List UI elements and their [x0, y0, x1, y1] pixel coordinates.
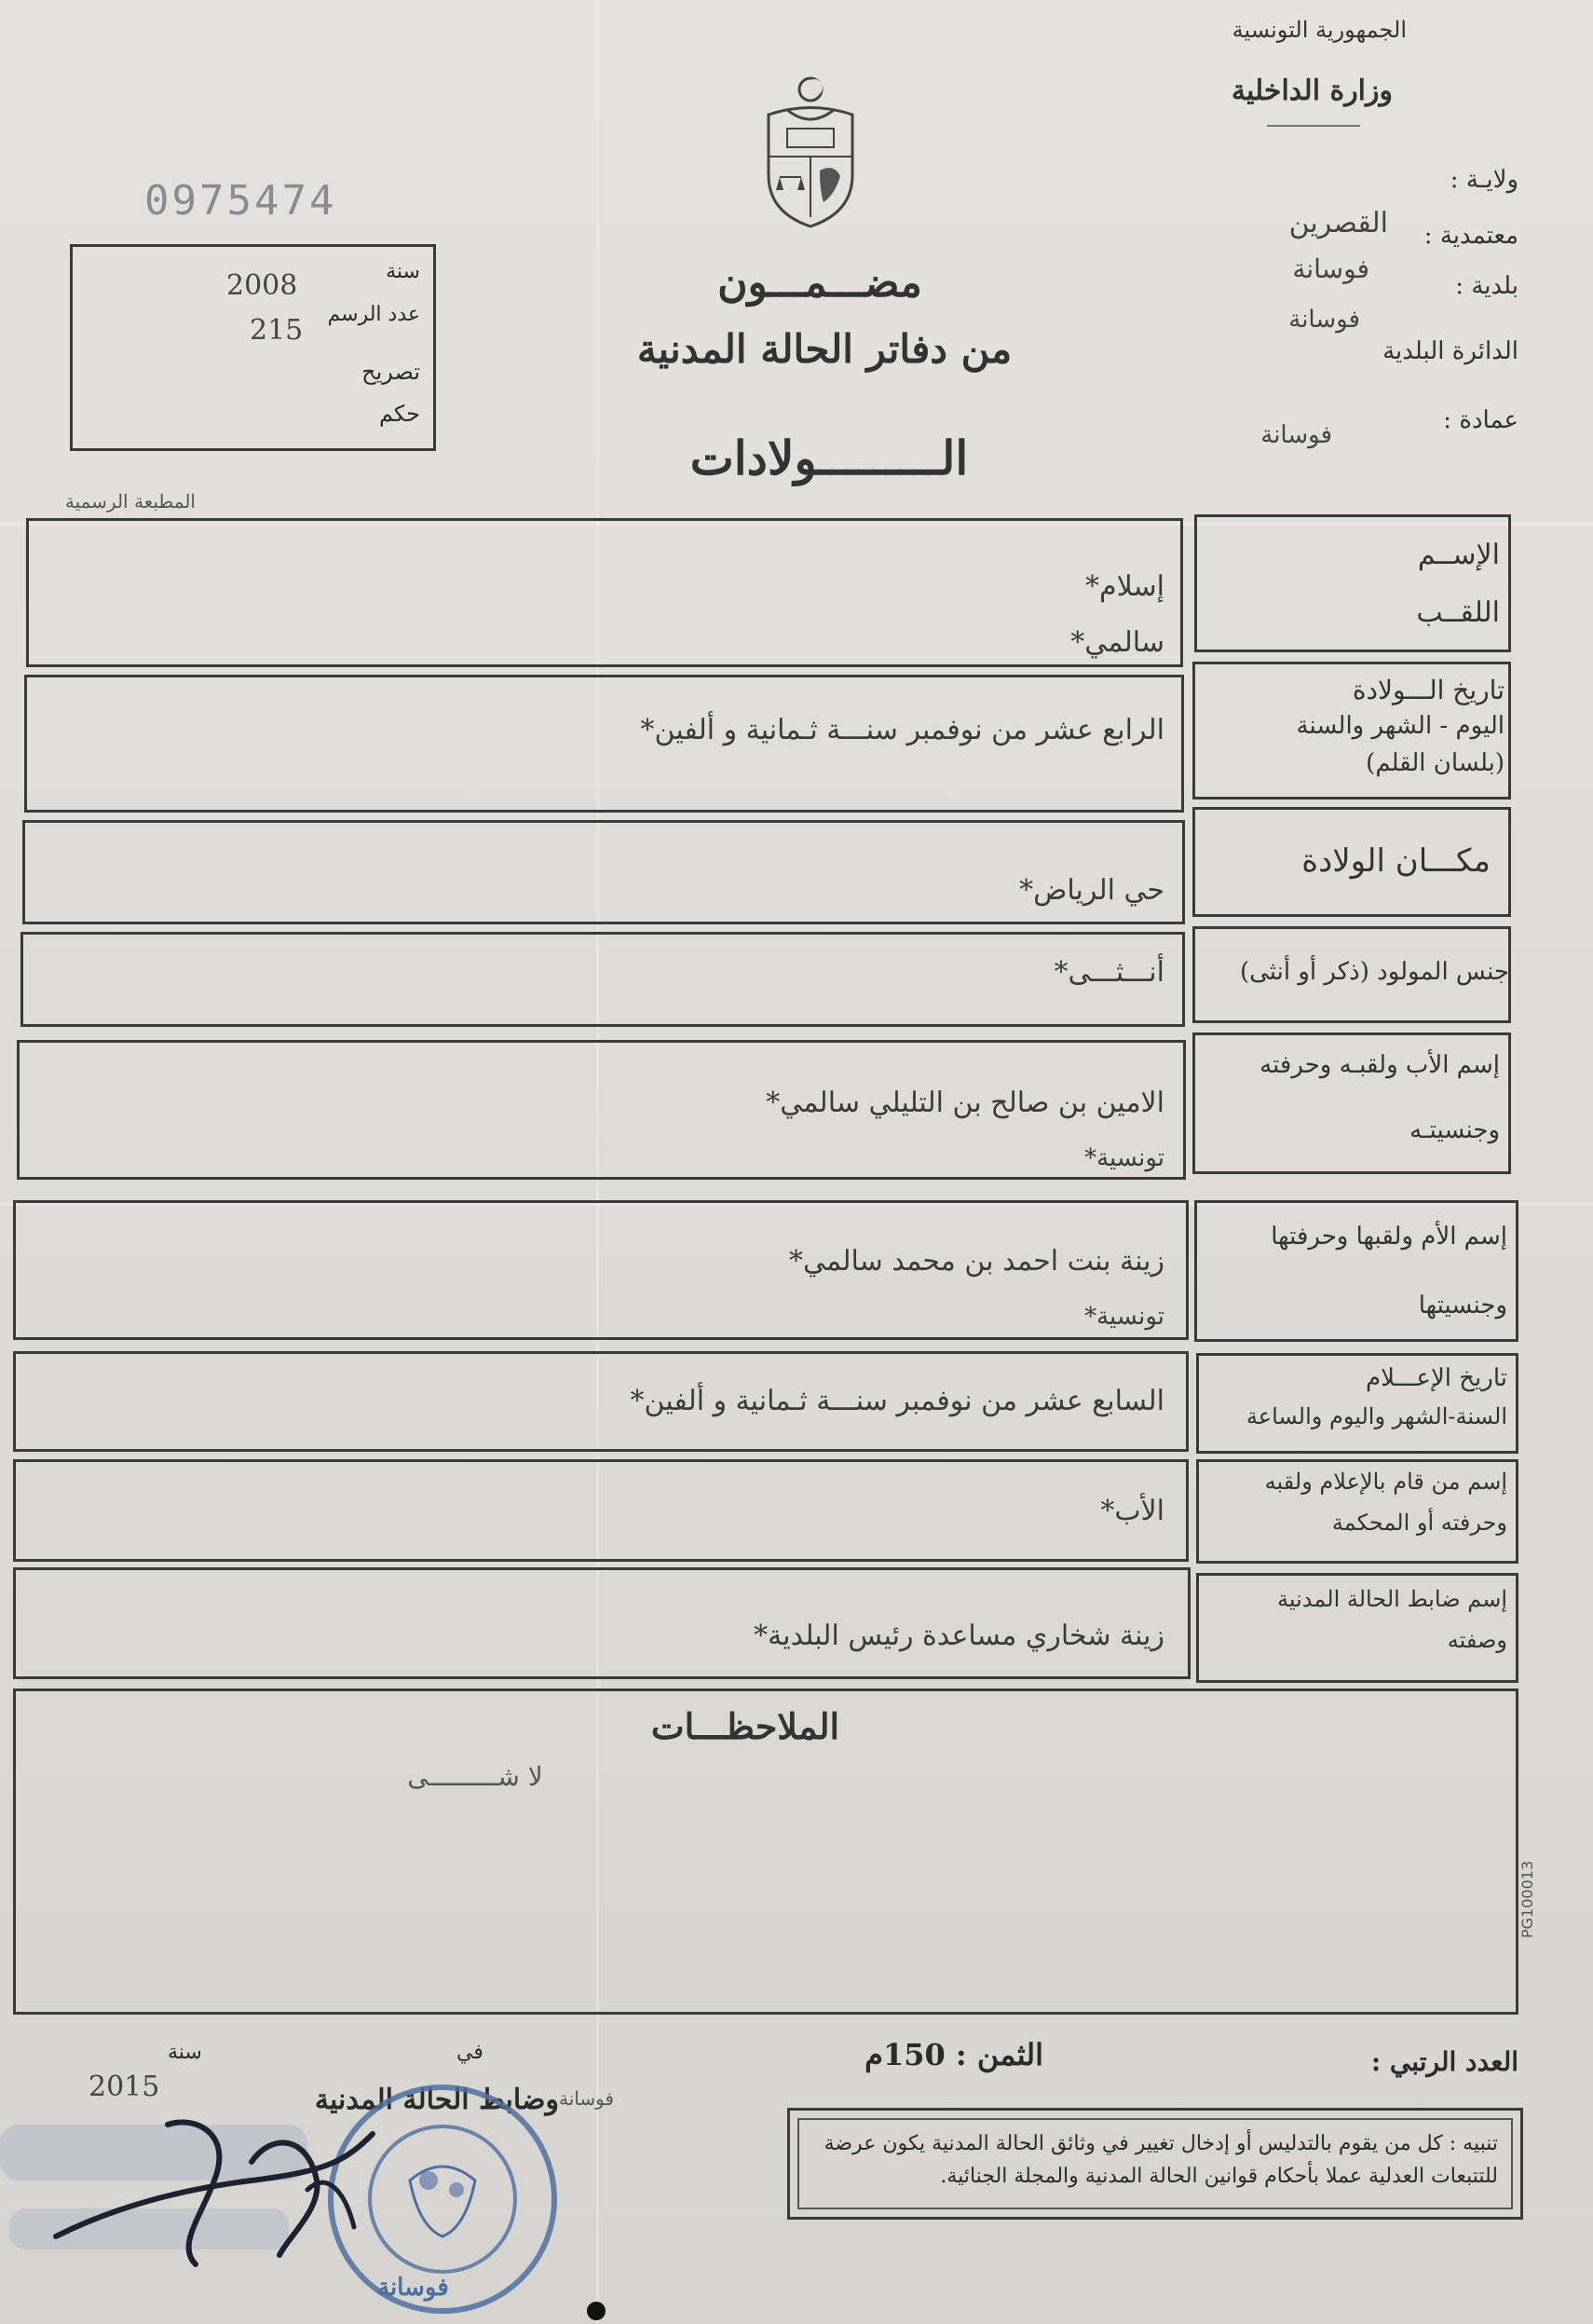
signature-icon [37, 2097, 429, 2283]
notice-box [787, 2108, 1523, 2220]
value-father-nationality: تونسية* [1084, 1144, 1164, 1172]
date-in-label: في [456, 2041, 483, 2064]
value-box-sex [20, 932, 1185, 1027]
value-box-birth-place [22, 820, 1185, 924]
municipal-district-value: فوسانة [1288, 306, 1360, 334]
judgment-label: حكم [378, 401, 420, 427]
record-number-label: عدد الرسم [327, 303, 420, 326]
value-mother-nationality: تونسية* [1084, 1303, 1164, 1331]
notice-text: تنبيه : كل من يقوم بالتدليس أو إدخال تغيير في وثائق الحالة المدنية يكون عرضة للتتبعات العدلية عملا بأحكام قوانين الحالة المدنية والمجلة الجنائية. [797, 2118, 1513, 2209]
section-title-births: الـــــــــولادات [689, 431, 969, 485]
value-box-declarant [13, 1459, 1189, 1562]
municipal-district-label: الدائرة البلدية [1382, 337, 1518, 365]
label-mother: إسم الأم ولقبها وحرفتها [1271, 1223, 1507, 1251]
paper-hole [587, 2302, 606, 2320]
ministry-name: وزارة الداخلية [1231, 75, 1393, 107]
label-declarant-court: وحرفته أو المحكمة [1331, 1510, 1507, 1536]
coat-of-arms-icon [759, 73, 862, 231]
delegation-value: القصرين [1288, 207, 1388, 239]
municipality-value: فوسانة [1292, 253, 1369, 284]
printer-name: المطبعة الرسمية [64, 490, 196, 513]
value-father: الامين بن صالح بن التليلي سالمي* [766, 1087, 1164, 1119]
record-number-value: 215 [250, 314, 304, 347]
sector-label: عمادة : [1443, 406, 1518, 434]
registrar-signature-label: وضابط الحالة المدنية [314, 2084, 559, 2116]
price: الثمن : 150م [865, 2037, 1043, 2072]
registry-year-label: سنة [386, 260, 420, 283]
remarks-value: لا شـــــــــى [407, 1761, 543, 1792]
republic-name: الجمهورية التونسية [1232, 17, 1407, 43]
value-first-name: إسلام* [1085, 570, 1164, 603]
label-birth-place: مكـــان الولادة [1301, 842, 1491, 880]
label-birth-date-parts: اليوم - الشهر والسنة [1296, 712, 1504, 740]
label-father-nationality: وجنسيتـه [1409, 1116, 1500, 1144]
title-extract: مضـــمـــون [717, 259, 922, 307]
label-birth-date-words: (بلسان القلم) [1366, 749, 1504, 777]
declaration-label: تصريح [361, 359, 420, 385]
remarks-title: الملاحظـــات [650, 1705, 840, 1747]
label-first-name: الإســم [1417, 539, 1500, 571]
sector-value: فوسانة [1260, 421, 1332, 449]
label-registrar: إسم ضابط الحالة المدنية [1277, 1586, 1507, 1612]
ministry-underline [1267, 125, 1360, 127]
footer-place: فوسانة [559, 2087, 615, 2110]
value-birth-date: الرابع عشر من نوفمبر سنـــة ثـمانية و ألفين* [640, 714, 1164, 746]
label-mother-nationality: وجنسيتها [1418, 1292, 1507, 1319]
registry-year-value: 2008 [226, 269, 298, 302]
value-declaration-date: السابع عشر من نوفمبر سنـــة ثـمانية و ألفين* [630, 1385, 1164, 1417]
value-surname: سالمي* [1070, 626, 1164, 659]
delegation-label: معتمدية : [1423, 222, 1518, 250]
year-label: سنة [168, 2041, 202, 2064]
municipality-label: بلدية : [1455, 272, 1518, 300]
label-declarant: إسم من قام بالإعلام ولقبه [1264, 1469, 1507, 1495]
label-declaration-date: تاريخ الإعـــلام [1365, 1364, 1507, 1392]
label-sex: جنس المولود (ذكر أو أنثى) [1239, 958, 1509, 986]
value-box-name [26, 518, 1183, 667]
value-birth-place: حي الرياض* [1019, 874, 1164, 907]
value-mother: زينة بنت احمد بن محمد سالمي* [789, 1245, 1164, 1278]
order-number-label: العدد الرتبي : [1370, 2046, 1518, 2077]
label-father: إسم الأب ولقبـه وحرفته [1259, 1051, 1500, 1079]
label-registrar-title: وصفته [1447, 1627, 1507, 1653]
stamp-text: فوسانة [377, 2274, 449, 2302]
label-surname: اللقــب [1416, 596, 1500, 629]
value-registrar: زينة شخاري مساعدة رئيس البلدية* [754, 1620, 1164, 1652]
label-declaration-date-parts: السنة-الشهر واليوم والساعة [1246, 1403, 1507, 1429]
value-declarant: الأب* [1100, 1495, 1164, 1527]
governorate-label: ولايـة : [1450, 166, 1518, 194]
value-sex: أنـــثـــى* [1054, 956, 1164, 989]
registry-box [70, 244, 436, 451]
label-birth-date: تاريخ الـــولادة [1352, 675, 1504, 705]
serial-number: 0975474 [144, 177, 337, 225]
year-value: 2015 [88, 2071, 160, 2103]
form-code: PG100013 [1518, 1860, 1536, 1938]
title-civil-registry: من دفاتر الحالة المدنية [636, 326, 1013, 372]
